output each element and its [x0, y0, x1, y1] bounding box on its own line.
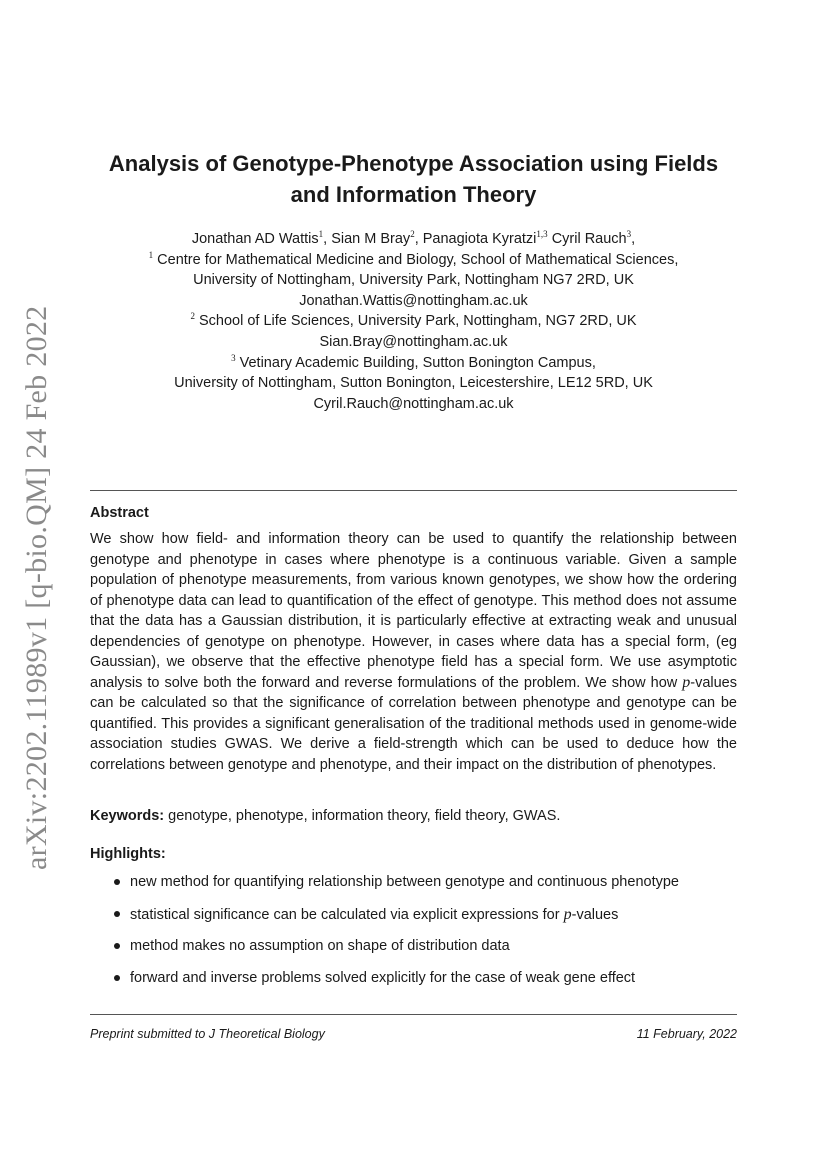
author-affiliation-mark: 1 [318, 229, 324, 240]
top-divider [90, 490, 737, 491]
affiliation-3-email: Cyril.Rauch@nottingham.ac.uk [313, 395, 514, 412]
bullet-icon [114, 879, 120, 885]
affiliation-3-line-1: $^3$ Vetinary Academic Building, Sutton Bonington Campus, [231, 352, 596, 371]
abstract-heading: Abstract [90, 505, 149, 521]
author-name: Jonathan AD Wattis [191, 231, 319, 247]
highlights-heading: Highlights: [90, 846, 166, 862]
list-item: method makes no assumption on shape of distribution data [112, 938, 737, 970]
arxiv-identifier-stamp: arXiv:2202.11989v1 [q-bio.QM] 24 Feb 2022 [20, 305, 53, 870]
affiliation-number: 2 [190, 311, 195, 322]
authors-and-affiliations [90, 229, 737, 414]
keywords-text: genotype, phenotype, information theory, field theory, GWAS. [164, 808, 561, 824]
author-name: Sian M Bray [331, 231, 411, 247]
abstract-body: We show how field- and information theory can be used to quantify the relationship between genotype and phenotype in cases where phenotype is a continuous variable. Given a sample population of phenotype measurements, from various known genotypes, we show how the ordering of phenotype data can lead to quantification of the effect of genotype. This method does not assume that the data has a Gaussian distribution, it is particularly effective at extracting weak and unusual dependencies of genotype on phenotype. However, in cases where data has a special form, (eg Gaussian), we observe that the effective phenotype field has a special form. We use asymptotic analysis to solve both the forward and reverse formulations of the problem. We show how p-values can be calculated so that the significance of correlation between phenotype and genotype can be quantified. This provides a significant generalisation of the traditional methods used in genome-wide association studies GWAS. We derive a field-strength which can be used to deduce how the correlations between genotype and phenotype, and their impact on the distribution of phenotypes. [90, 531, 737, 773]
journal-note: Preprint submitted to J Theoretical Biology [90, 1027, 325, 1041]
title-line-1: Analysis of Genotype-Phenotype Association using Fields [108, 151, 719, 176]
author-name: Panagiota Kyratzi [422, 231, 537, 247]
title-line-2: and Information Theory [290, 182, 537, 207]
keywords [90, 808, 737, 824]
affiliation-2-email: Sian.Bray@nottingham.ac.uk [319, 333, 508, 350]
affiliation-2-line-1: $^2$ School of Life Sciences, University Park, Nottingham, NG7 2RD, UK [190, 311, 637, 330]
preprint-date: 11 February, 2022 [636, 1027, 737, 1041]
keywords-label: Keywords: [90, 808, 165, 824]
affiliation-number: 3 [231, 352, 236, 363]
affiliation-1-line-2: University of Nottingham, University Park, Nottingham NG7 2RD, UK [193, 272, 634, 289]
list-item: new method for quantifying relationship between genotype and continuous phenotype [112, 874, 737, 906]
author-affiliation-mark: 3 [626, 229, 632, 240]
highlights-list [112, 874, 737, 1002]
author-affiliation-mark: 1,3 [536, 229, 548, 240]
list-item: forward and inverse problems solved explicitly for the case of weak gene effect [112, 970, 737, 1002]
affiliation-1-line-1: $^1$ Centre for Mathematical Medicine and Biology, School of Mathematical Sciences, [148, 249, 679, 268]
affiliation-number: 1 [148, 249, 154, 260]
bullet-icon [114, 943, 120, 949]
paper-title [90, 148, 737, 210]
affiliation-1-email: Jonathan.Wattis@nottingham.ac.uk [299, 292, 528, 309]
bullet-icon [114, 975, 120, 981]
author-affiliation-mark: 2 [410, 229, 415, 240]
author-list: Jonathan AD Wattis$^1$, Sian M Bray$^2$, Panagiota Kyratzi$^{1,3}$ Cyril Rauch$^3$, [191, 229, 636, 247]
footer [90, 1027, 737, 1041]
bullet-icon [114, 911, 120, 917]
p-variable: p [682, 673, 691, 691]
p-variable: p [563, 906, 572, 923]
list-item: statistical significance can be calculated via explicit expressions for p-values [112, 906, 737, 938]
author-name: Cyril Rauch [551, 231, 627, 247]
affiliation-3-line-2: University of Nottingham, Sutton Bonington, Leicestershire, LE12 5RD, UK [174, 375, 653, 392]
bottom-divider [90, 1014, 737, 1015]
